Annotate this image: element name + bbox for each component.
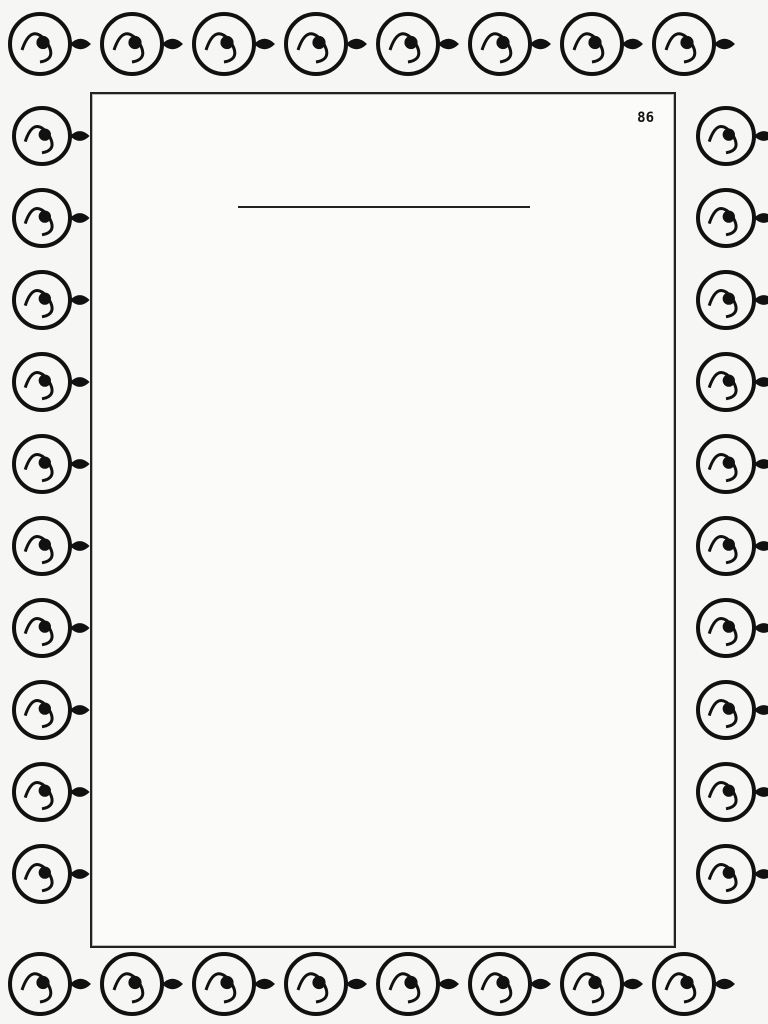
border-ornament bbox=[14, 272, 90, 328]
border-ornament bbox=[14, 436, 90, 492]
border-ornament bbox=[194, 14, 275, 74]
border-ornament bbox=[698, 764, 768, 820]
border-ornament bbox=[14, 108, 90, 164]
border-ornament bbox=[698, 600, 768, 656]
border-ornament bbox=[698, 518, 768, 574]
border-ornament bbox=[10, 954, 91, 1014]
prayer-text bbox=[110, 252, 656, 972]
border-ornament bbox=[698, 272, 768, 328]
text-line bbox=[110, 756, 656, 828]
text-line bbox=[110, 828, 656, 900]
border-ornament bbox=[14, 190, 90, 246]
border-ornament bbox=[378, 14, 459, 74]
border-ornament bbox=[698, 436, 768, 492]
border-ornament bbox=[470, 14, 551, 74]
border-ornament bbox=[14, 764, 90, 820]
text-line bbox=[110, 468, 656, 540]
border-ornament bbox=[698, 108, 768, 164]
text-line bbox=[110, 396, 656, 468]
border-ornament bbox=[14, 682, 90, 738]
border-ornament bbox=[14, 600, 90, 656]
border-ornament bbox=[562, 14, 643, 74]
border-ornament bbox=[14, 846, 90, 902]
border-ornament bbox=[14, 354, 90, 410]
text-line bbox=[110, 900, 656, 972]
heading-divider bbox=[238, 206, 530, 208]
border-ornament bbox=[286, 14, 367, 74]
text-line bbox=[110, 540, 656, 612]
border-ornament bbox=[102, 14, 183, 74]
border-ornament bbox=[698, 846, 768, 902]
border-ornament bbox=[698, 354, 768, 410]
text-line bbox=[110, 612, 656, 684]
page-number: 86 bbox=[637, 110, 654, 126]
text-panel bbox=[90, 92, 676, 948]
text-line bbox=[110, 324, 656, 396]
border-ornament bbox=[698, 682, 768, 738]
border-ornament bbox=[654, 14, 735, 74]
border-ornament bbox=[10, 14, 91, 74]
border-ornament bbox=[698, 190, 768, 246]
border-ornament bbox=[14, 518, 90, 574]
text-line bbox=[110, 684, 656, 756]
text-line bbox=[110, 252, 656, 324]
border-ornament bbox=[654, 954, 735, 1014]
